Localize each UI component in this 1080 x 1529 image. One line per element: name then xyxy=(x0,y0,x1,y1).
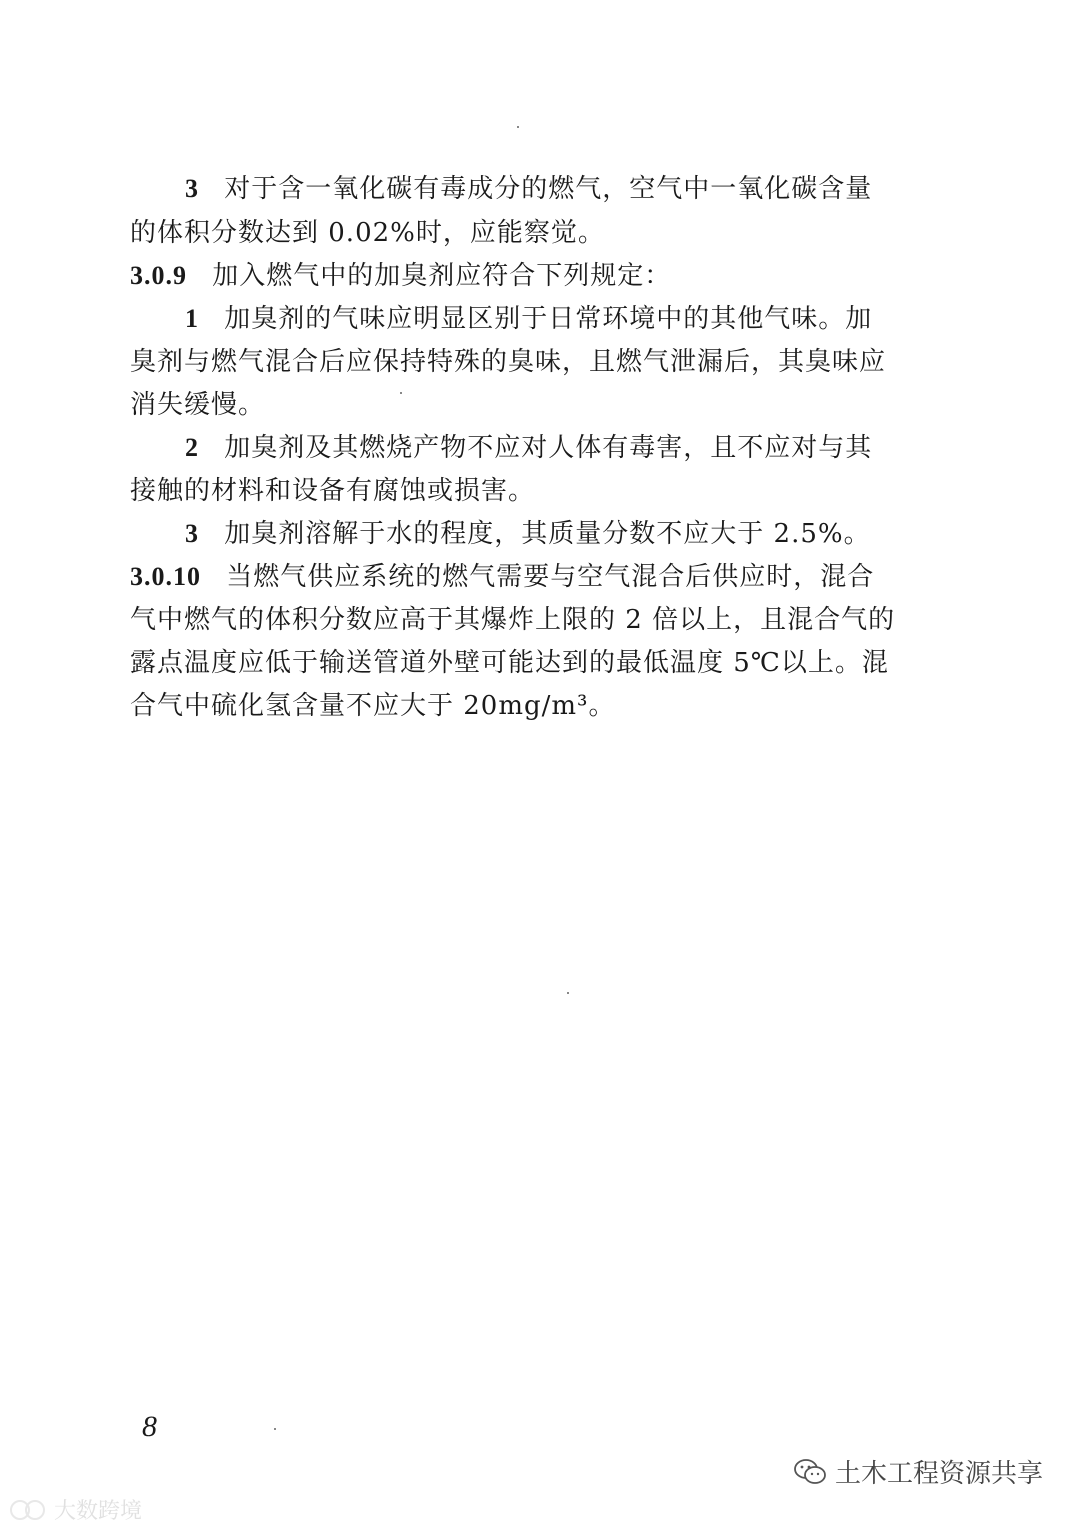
item-3b-line-1: 3 加臭剂溶解于水的程度，其质量分数不应大于 2.5%。 xyxy=(185,519,871,549)
item-1-line-1: 1 加臭剂的气味应明显区别于日常环境中的其他气味。加 xyxy=(185,304,873,334)
clause-3-0-10-line-2: 气中燃气的体积分数应高于其爆炸上限的 2 倍以上，且混合气的 xyxy=(130,605,896,635)
scan-speck xyxy=(274,1428,276,1430)
item-1-line-3: 消失缓慢。 xyxy=(130,390,266,420)
watermark-left xyxy=(8,1494,142,1525)
item-2-line-2: 接触的材料和设备有腐蚀或损害。 xyxy=(130,476,536,506)
page-number: 8 xyxy=(142,1410,157,1443)
watermark-right-text: 土木工程资源共享 xyxy=(835,1459,1044,1489)
watermark-left-text: 大数跨境 xyxy=(54,1499,143,1524)
clause-3-0-9: 3.0.9 加入燃气中的加臭剂应符合下列规定： xyxy=(130,261,672,291)
item-1-line-2: 臭剂与燃气混合后应保持特殊的臭味，且燃气泄漏后，其臭味应 xyxy=(130,347,887,377)
scan-speck xyxy=(567,992,569,994)
item-3-line-1: 3 对于含一氧化碳有毒成分的燃气，空气中一氧化碳含量 xyxy=(185,174,873,204)
scan-speck xyxy=(400,392,402,394)
item-2-line-1: 2 加臭剂及其燃烧产物不应对人体有毒害，且不应对与其 xyxy=(185,433,873,463)
logo-icon xyxy=(8,1497,48,1523)
scan-speck xyxy=(517,126,519,128)
wechat-icon xyxy=(793,1458,827,1486)
clause-3-0-10-line-3: 露点温度应低于输送管道外壁可能达到的最低温度 5℃以上。混 xyxy=(130,648,889,678)
clause-3-0-10-line-4: 合气中硫化氢含量不应大于 20mg/m³。 xyxy=(130,691,616,721)
watermark-right xyxy=(793,1453,1043,1490)
clause-3-0-10: 3.0.10 当燃气供应系统的燃气需要与空气混合后供应时，混合 xyxy=(130,562,875,592)
item-3-line-2: 的体积分数达到 0.02%时，应能察觉。 xyxy=(130,218,605,248)
